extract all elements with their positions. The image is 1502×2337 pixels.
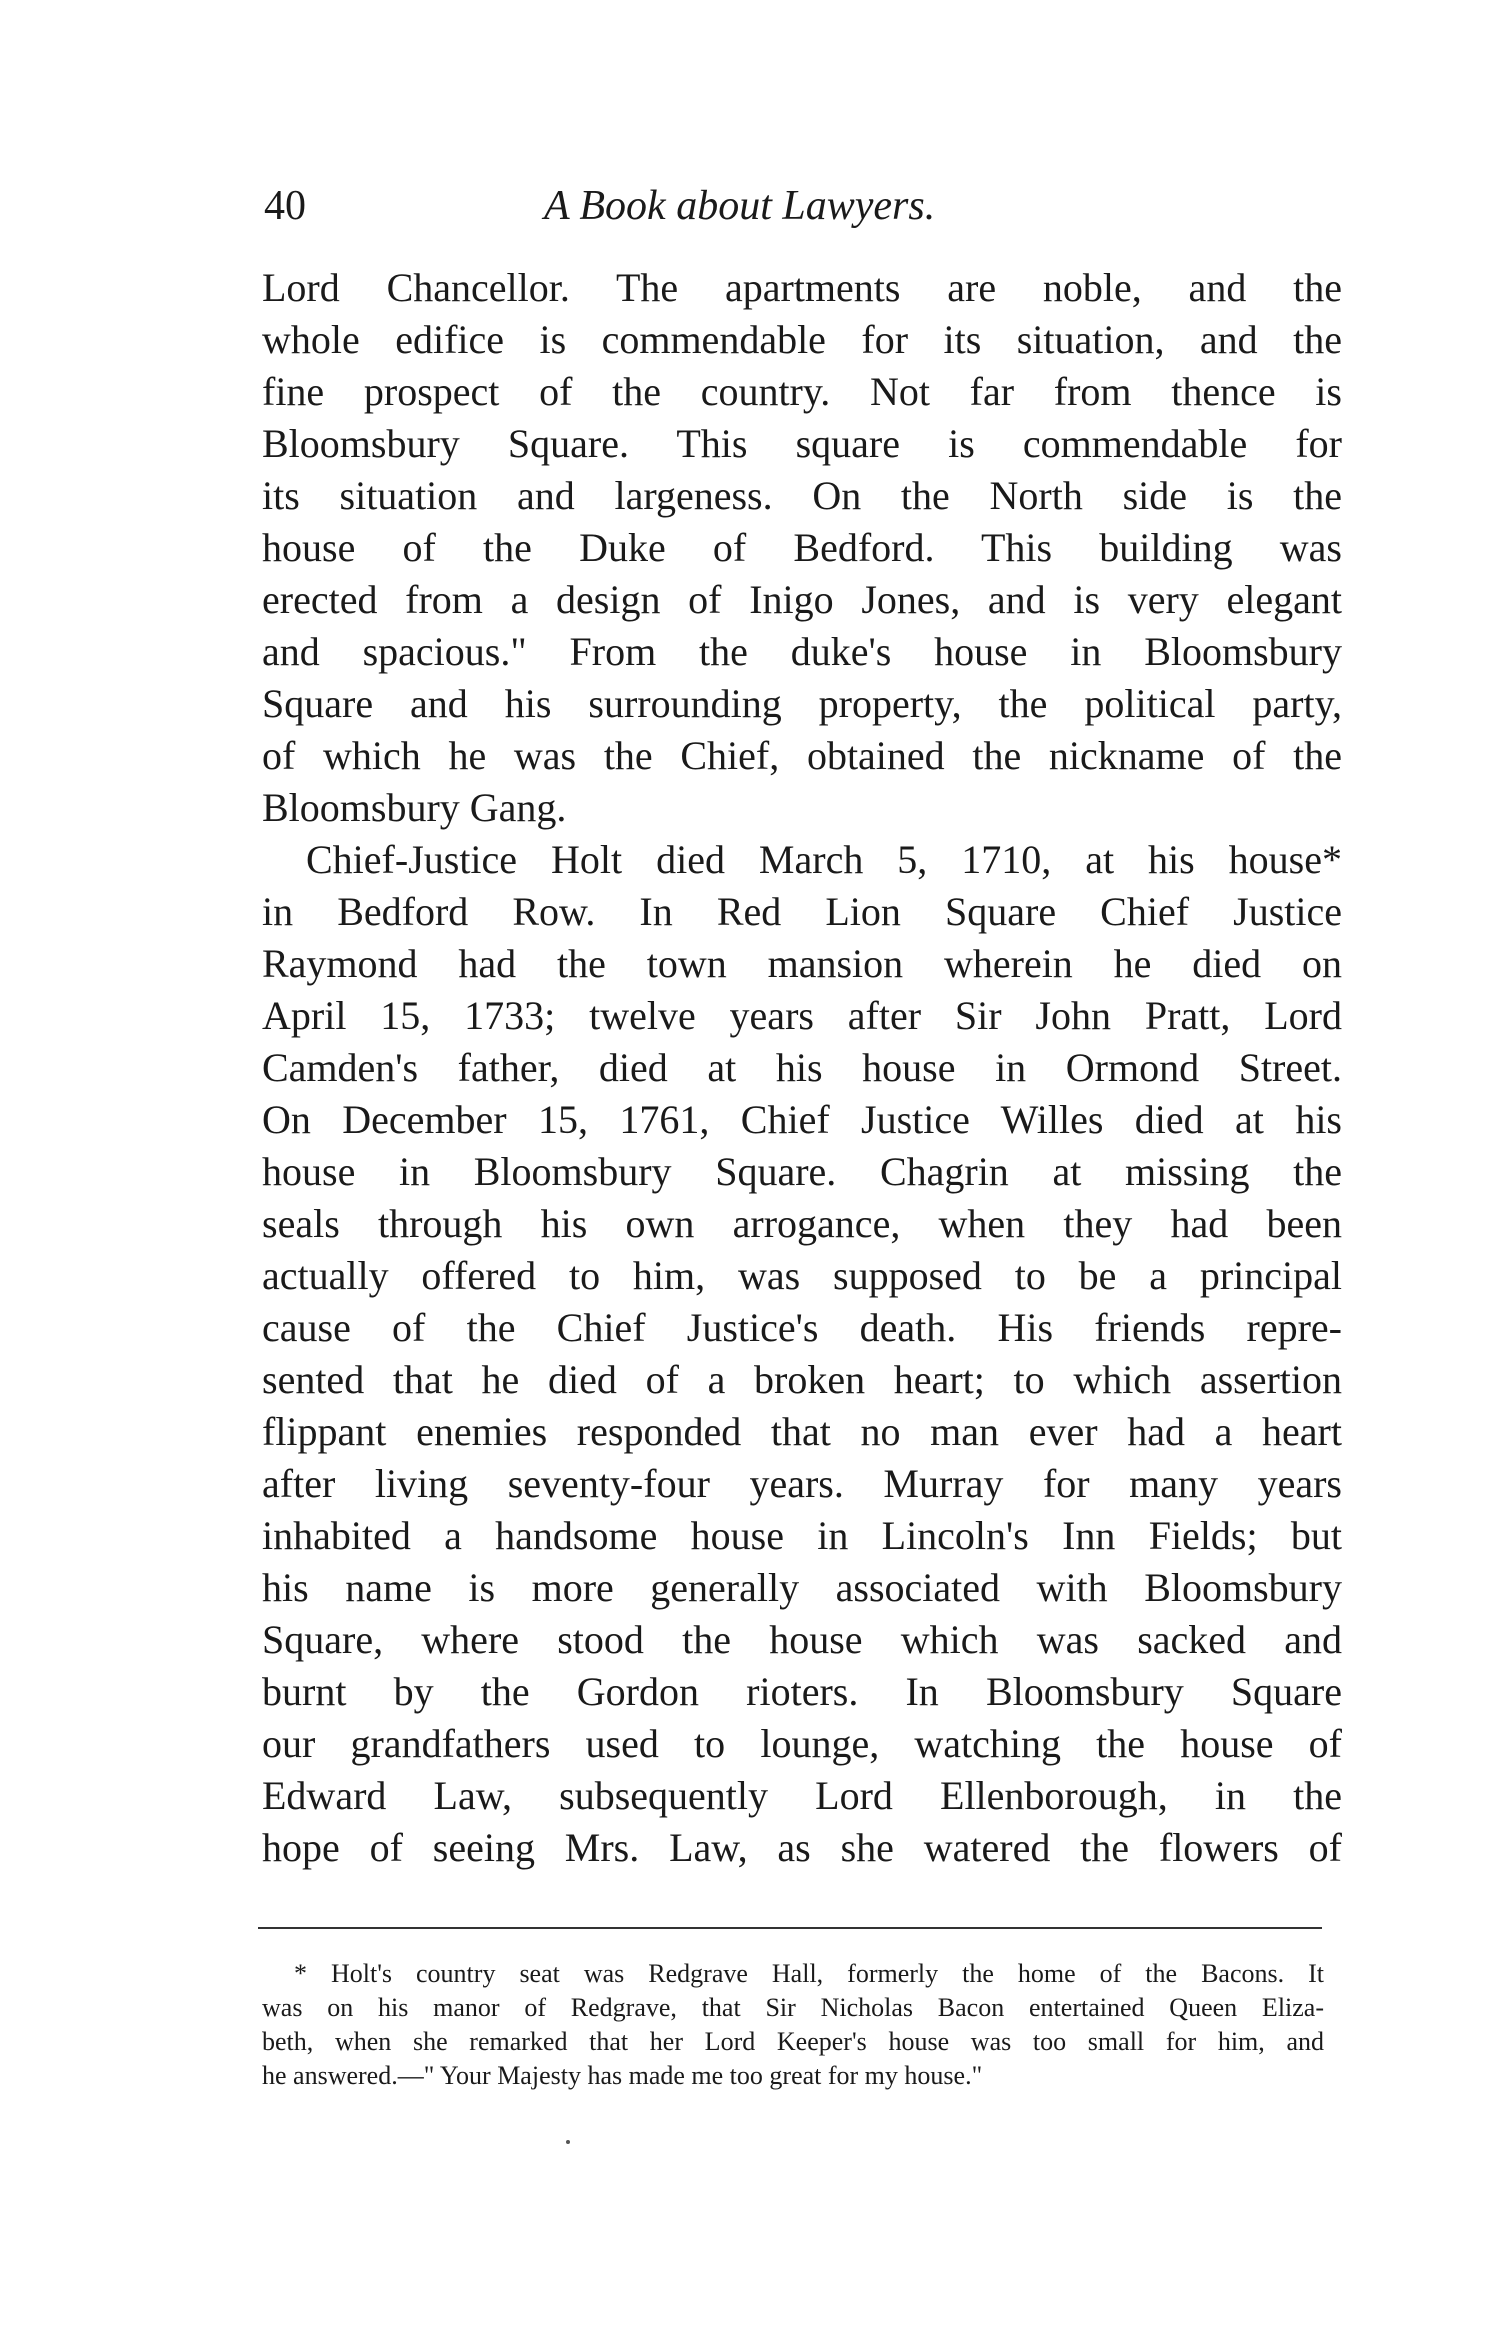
body-line: our grandfathers used to lounge, watching the house of bbox=[262, 1721, 1342, 1766]
body-line: Bloomsbury Square. This square is commendable for bbox=[262, 421, 1342, 466]
body-line: cause of the Chief Justice's death. His friends repre- bbox=[262, 1305, 1342, 1350]
body-line: burnt by the Gordon rioters. In Bloomsbury Square bbox=[262, 1669, 1342, 1714]
footnote-line: beth, when she remarked that her Lord Keeper's house was too small for him, and bbox=[262, 2027, 1324, 2056]
body-line: his name is more generally associated with Bloomsbury bbox=[262, 1565, 1342, 1610]
print-mark bbox=[566, 2140, 570, 2144]
body-line: Bloomsbury Gang. bbox=[262, 785, 567, 830]
body-line: Chief-Justice Holt died March 5, 1710, at his house* bbox=[306, 837, 1342, 882]
body-line: flippant enemies responded that no man ever had a heart bbox=[262, 1409, 1342, 1454]
body-line: April 15, 1733; twelve years after Sir John Pratt, Lord bbox=[262, 993, 1342, 1038]
footnote-line: * Holt's country seat was Redgrave Hall, formerly the home of the Bacons. It bbox=[294, 1959, 1324, 1988]
body-line: inhabited a handsome house in Lincoln's Inn Fields; but bbox=[262, 1513, 1342, 1558]
body-line: in Bedford Row. In Red Lion Square Chief Justice bbox=[262, 889, 1342, 934]
body-line: Square and his surrounding property, the political party, bbox=[262, 681, 1342, 726]
running-head bbox=[264, 178, 1344, 238]
body-line: Lord Chancellor. The apartments are noble, and the bbox=[262, 265, 1342, 310]
body-line: Edward Law, subsequently Lord Ellenborough, in the bbox=[262, 1773, 1342, 1818]
page-number: 40 bbox=[264, 183, 306, 229]
footnote-rule bbox=[258, 1927, 1322, 1929]
body-line: seals through his own arrogance, when they had been bbox=[262, 1201, 1342, 1246]
body-line: its situation and largeness. On the North side is the bbox=[262, 473, 1342, 518]
body-line: actually offered to him, was supposed to be a principal bbox=[262, 1253, 1342, 1298]
body-line: Camden's father, died at his house in Ormond Street. bbox=[262, 1045, 1342, 1090]
body-line: erected from a design of Inigo Jones, and is very elegant bbox=[262, 577, 1342, 622]
body-line: and spacious." From the duke's house in Bloomsbury bbox=[262, 629, 1342, 674]
body-line: after living seventy-four years. Murray for many years bbox=[262, 1461, 1342, 1506]
body-line: whole edifice is commendable for its situation, and the bbox=[262, 317, 1342, 362]
body-line: Raymond had the town mansion wherein he died on bbox=[262, 941, 1342, 986]
body-line: house in Bloomsbury Square. Chagrin at missing the bbox=[262, 1149, 1342, 1194]
footnote-line: he answered.—" Your Majesty has made me too great for my house." bbox=[262, 2061, 983, 2090]
body-line: sented that he died of a broken heart; to which assertion bbox=[262, 1357, 1342, 1402]
body-line: Square, where stood the house which was sacked and bbox=[262, 1617, 1342, 1662]
footnote-line: was on his manor of Redgrave, that Sir Nicholas Bacon entertained Queen Eliza- bbox=[262, 1993, 1324, 2022]
body-line: hope of seeing Mrs. Law, as she watered the flowers of bbox=[262, 1825, 1342, 1870]
body-line: fine prospect of the country. Not far from thence is bbox=[262, 369, 1342, 414]
running-title: A Book about Lawyers. bbox=[544, 183, 936, 229]
body-line: house of the Duke of Bedford. This building was bbox=[262, 525, 1342, 570]
body-line: of which he was the Chief, obtained the nickname of the bbox=[262, 733, 1342, 778]
body-line: On December 15, 1761, Chief Justice Willes died at his bbox=[262, 1097, 1342, 1142]
